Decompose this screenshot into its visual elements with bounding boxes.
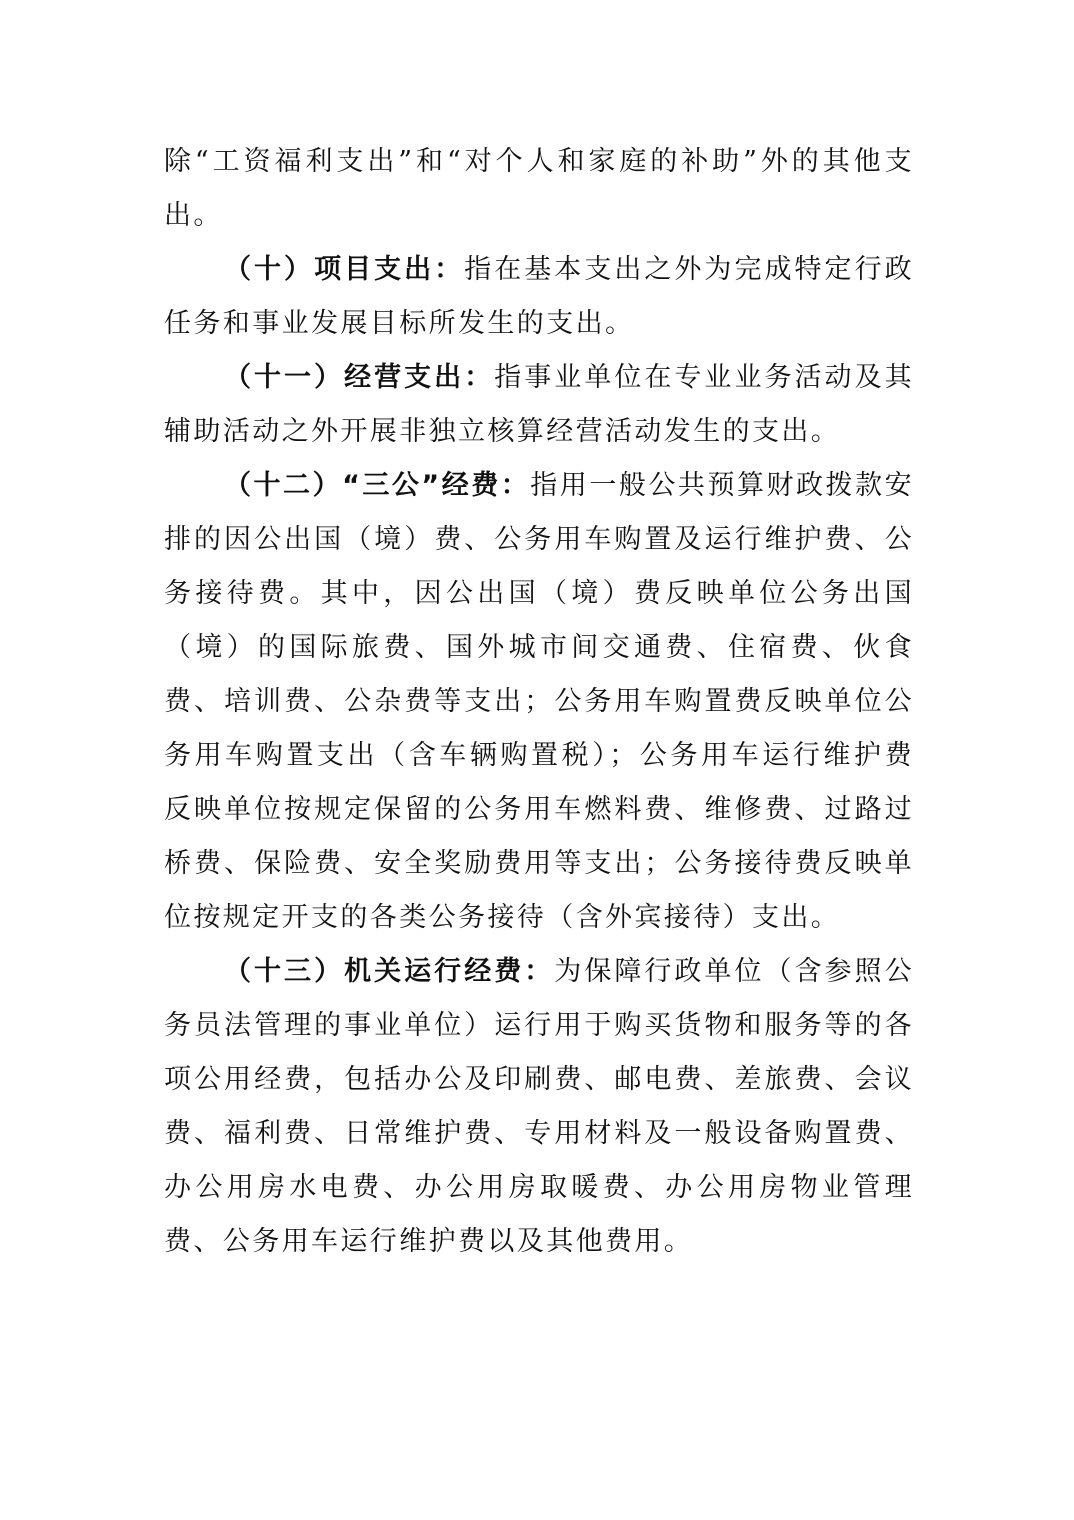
paragraph-term: （十三）机关运行经费： bbox=[224, 956, 555, 987]
paragraph-term: （十一）经营支出： bbox=[224, 362, 495, 393]
paragraph-text: 除“工资福利支出”和“对个人和家庭的补助”外的其他支出。 bbox=[164, 146, 914, 231]
paragraph-text: 指在基本支出之外为完成特定行政任务和事业发展目标所发生的支出。 bbox=[164, 254, 914, 339]
paragraph-term: （十）项目支出： bbox=[224, 254, 465, 285]
paragraph-three-public-funds bbox=[164, 459, 914, 945]
paragraph-operating-funds bbox=[164, 945, 914, 1269]
paragraph-text: 指用一般公共预算财政拨款安排的因公出国（境）费、公务用车购置及运行维护费、公务接待费。其中，因公出国（境）费反映单位公务出国（境）的国际旅费、国外城市间交通费、住宿费、伙食费、培训费、公杂费等支出；公务用车购置费反映单位公务用车购置支出（含车辆购置税）；公务用车运行维护费反映单位按规定保留的公务用车燃料费、维修费、过路过桥费、保险费、安全奖励费用等支出；公务接待费反映单位按规定开支的各类公务接待（含外宾接待）支出。 bbox=[164, 470, 914, 933]
paragraph-term: （十二）“三公”经费： bbox=[224, 470, 531, 501]
paragraph-text: 指事业单位在专业业务活动及其辅助活动之外开展非独立核算经营活动发生的支出。 bbox=[164, 362, 914, 447]
document-page bbox=[164, 135, 914, 1269]
paragraph-project-expenditure bbox=[164, 243, 914, 351]
paragraph-continuation bbox=[164, 135, 914, 243]
paragraph-text: 为保障行政单位（含参照公务员法管理的事业单位）运行用于购买货物和服务等的各项公用经费，包括办公及印刷费、邮电费、差旅费、会议费、福利费、日常维护费、专用材料及一般设备购置费、办公用房水电费、办公用房取暖费、办公用房物业管理费、公务用车运行维护费以及其他费用。 bbox=[164, 956, 914, 1257]
paragraph-business-expenditure bbox=[164, 351, 914, 459]
